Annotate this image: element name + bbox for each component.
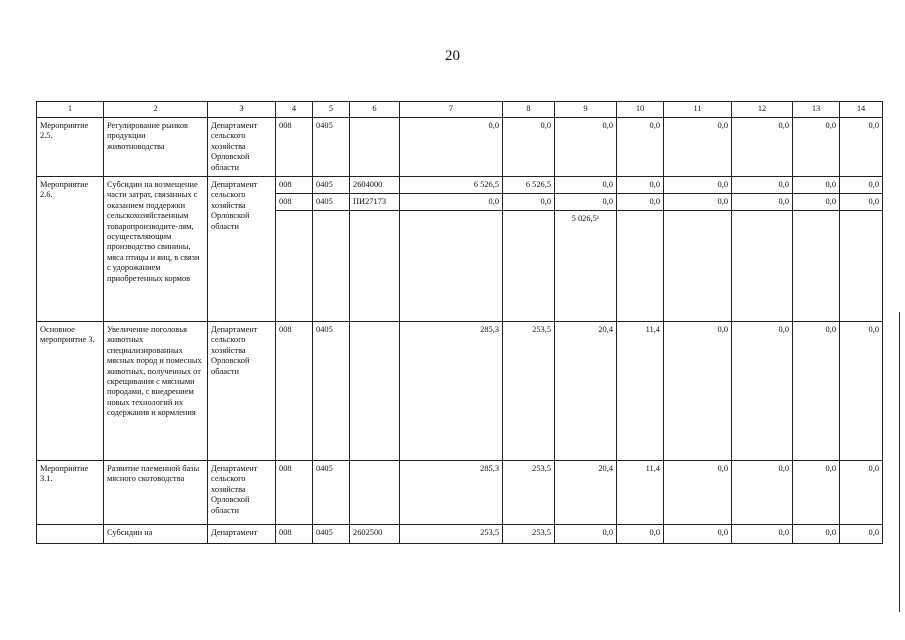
value-cell: 0,0	[617, 177, 664, 194]
value-cell: 0,0	[840, 525, 883, 544]
event-name	[37, 525, 104, 544]
header-cell: 9	[555, 102, 617, 118]
header-cell: 2	[104, 102, 208, 118]
value-cell: 0,0	[840, 322, 883, 461]
value-cell: 20,4	[555, 461, 617, 525]
value-cell: 20,4	[555, 322, 617, 461]
value-cell: 11,4	[617, 322, 664, 461]
code-cell: 0405	[313, 461, 350, 525]
additional-value: 5 026,5¹	[555, 211, 617, 322]
table-row	[37, 322, 883, 461]
value-cell: 0,0	[732, 322, 793, 461]
header-cell: 6	[350, 102, 400, 118]
code-cell: 008	[276, 461, 313, 525]
header-cell: 14	[840, 102, 883, 118]
value-cell: 0,0	[732, 177, 793, 194]
value-cell: 285,3	[400, 322, 503, 461]
value-cell: 0,0	[617, 525, 664, 544]
event-name: Мероприятие 2.5.	[37, 118, 104, 177]
value-cell: 0,0	[732, 194, 793, 211]
value-cell: 0,0	[555, 194, 617, 211]
code-cell: 2602500	[350, 525, 400, 544]
value-cell: 0,0	[732, 118, 793, 177]
empty-cell	[664, 211, 732, 322]
value-cell: 285,3	[400, 461, 503, 525]
code-cell	[350, 461, 400, 525]
empty-cell	[793, 211, 840, 322]
header-cell: 10	[617, 102, 664, 118]
code-cell: 0405	[313, 177, 350, 194]
value-cell: 0,0	[555, 177, 617, 194]
value-cell: 0,0	[664, 525, 732, 544]
event-name: Мероприятие 3.1.	[37, 461, 104, 525]
value-cell: 0,0	[793, 461, 840, 525]
header-cell: 1	[37, 102, 104, 118]
event-description: Субсидии на	[104, 525, 208, 544]
code-cell: 008	[276, 525, 313, 544]
value-cell: 11,4	[617, 461, 664, 525]
responsible-department: Департамент	[208, 525, 276, 544]
header-cell: 5	[313, 102, 350, 118]
value-cell: 0,0	[664, 118, 732, 177]
code-cell: 008	[276, 194, 313, 211]
header-cell: 8	[503, 102, 555, 118]
value-cell: 0,0	[555, 118, 617, 177]
empty-cell	[350, 211, 400, 322]
table-row	[37, 177, 883, 194]
code-cell: 008	[276, 322, 313, 461]
value-cell: 0,0	[732, 461, 793, 525]
value-cell: 0,0	[840, 461, 883, 525]
value-cell: 0,0	[400, 194, 503, 211]
header-cell: 12	[732, 102, 793, 118]
value-cell: 6 526,5	[503, 177, 555, 194]
code-cell: 008	[276, 177, 313, 194]
code-cell: 008	[276, 118, 313, 177]
event-description: Регулирование рынков продукции животноводства	[104, 118, 208, 177]
empty-cell	[503, 211, 555, 322]
value-cell: 0,0	[840, 194, 883, 211]
value-cell: 0,0	[664, 322, 732, 461]
responsible-department: Департамент сельского хозяйства Орловской области	[208, 461, 276, 525]
value-cell: 0,0	[400, 118, 503, 177]
event-description: Субсидии на возмещение части затрат, связанных с оказанием поддержки сельскохозяйственным товаропроизводите-лям, осуществляющим производство свинины, мяса птицы и яиц, в связи с удорожанием приобретенных кормов	[104, 177, 208, 322]
value-cell: 0,0	[793, 322, 840, 461]
header-cell: 13	[793, 102, 840, 118]
value-cell: 0,0	[664, 194, 732, 211]
empty-cell	[732, 211, 793, 322]
value-cell: 0,0	[555, 525, 617, 544]
value-cell: 0,0	[840, 177, 883, 194]
value-cell: 0,0	[793, 194, 840, 211]
empty-cell	[400, 211, 503, 322]
empty-cell	[840, 211, 883, 322]
value-cell: 253,5	[503, 461, 555, 525]
code-cell: 0405	[313, 525, 350, 544]
value-cell: 253,5	[503, 525, 555, 544]
code-cell: ПИ27173	[350, 194, 400, 211]
value-cell: 0,0	[840, 118, 883, 177]
header-cell: 4	[276, 102, 313, 118]
event-description: Увеличение поголовья животных специализированных мясных пород и помесных животных, полученных от скрещивания с мясными породами, с внедрением новых технологий их содержания и кормления	[104, 322, 208, 461]
scan-edge-line	[899, 312, 900, 612]
responsible-department: Департамент сельского хозяйства Орловской области	[208, 322, 276, 461]
header-cell: 7	[400, 102, 503, 118]
page-number: 20	[445, 48, 460, 64]
value-cell: 0,0	[503, 118, 555, 177]
value-cell: 253,5	[400, 525, 503, 544]
code-cell	[350, 322, 400, 461]
value-cell: 0,0	[664, 177, 732, 194]
value-cell: 0,0	[793, 525, 840, 544]
event-description: Развитие племенной базы мясного скотоводства	[104, 461, 208, 525]
value-cell: 0,0	[793, 118, 840, 177]
header-row	[37, 102, 883, 118]
empty-cell	[276, 211, 313, 322]
event-name: Основное мероприятие 3.	[37, 322, 104, 461]
code-cell: 0405	[313, 194, 350, 211]
responsible-department: Департамент сельского хозяйства Орловской области	[208, 177, 276, 322]
value-cell: 0,0	[617, 118, 664, 177]
code-cell: 0405	[313, 118, 350, 177]
code-cell	[350, 118, 400, 177]
value-cell: 6 526,5	[400, 177, 503, 194]
empty-cell	[617, 211, 664, 322]
value-cell: 0,0	[664, 461, 732, 525]
event-name: Мероприятие 2.6.	[37, 177, 104, 322]
value-cell: 0,0	[732, 525, 793, 544]
program-table	[36, 101, 883, 544]
value-cell: 0,0	[503, 194, 555, 211]
code-cell: 0405	[313, 322, 350, 461]
table-row	[37, 461, 883, 525]
empty-cell	[313, 211, 350, 322]
table-row	[37, 525, 883, 544]
header-cell: 11	[664, 102, 732, 118]
value-cell: 0,0	[617, 194, 664, 211]
table-row	[37, 118, 883, 177]
responsible-department: Департамент сельского хозяйства Орловской области	[208, 118, 276, 177]
code-cell: 2604000	[350, 177, 400, 194]
value-cell: 253,5	[503, 322, 555, 461]
value-cell: 0,0	[793, 177, 840, 194]
header-cell: 3	[208, 102, 276, 118]
